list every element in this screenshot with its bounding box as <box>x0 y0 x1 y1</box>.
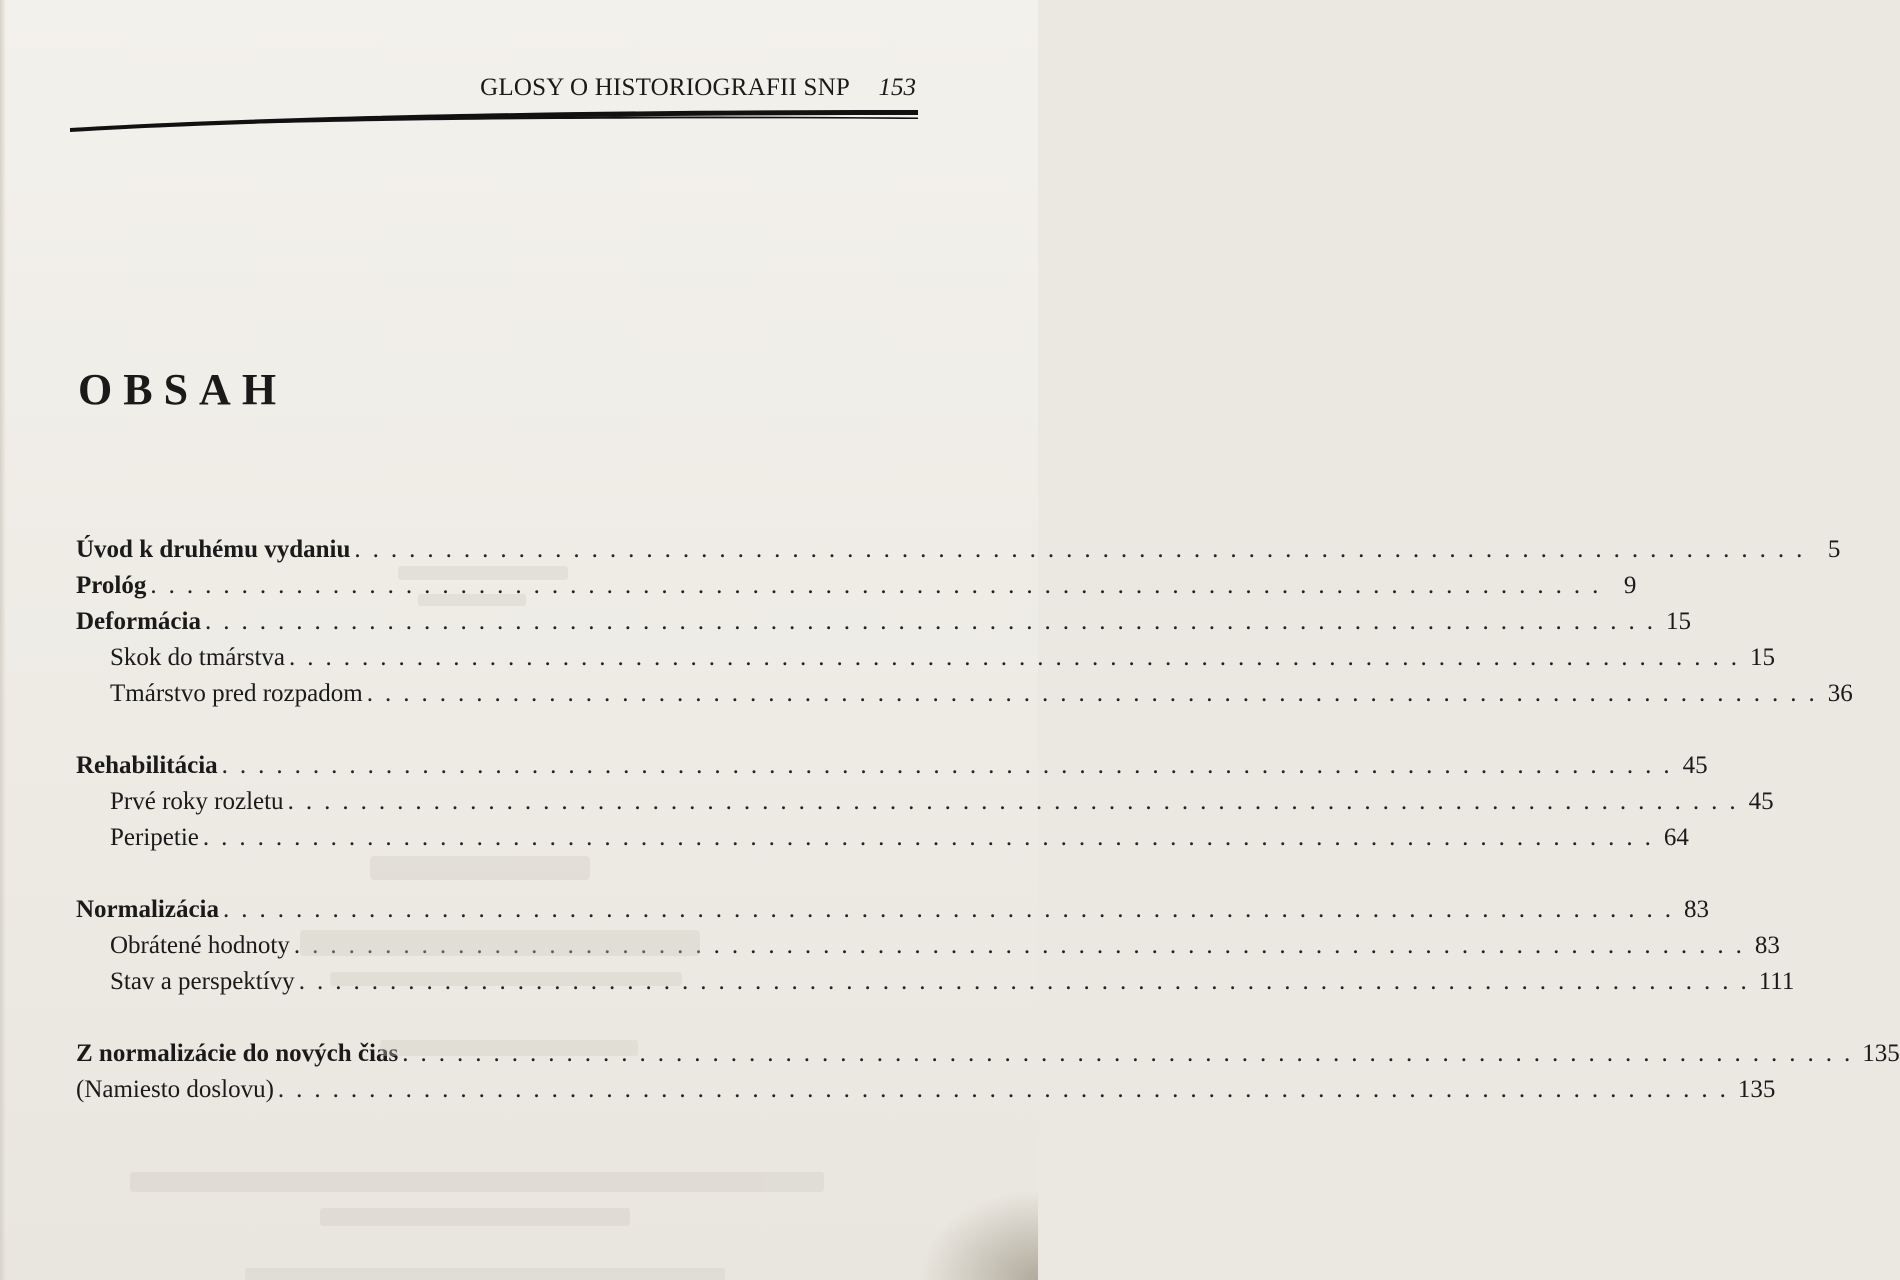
toc-dot-leader: ................................................................................ <box>150 572 1611 599</box>
toc-entry <box>76 1076 1776 1110</box>
toc-dot-leader: ................................................................................ <box>202 824 1663 851</box>
toc-entry-title: Úvod k druhému vydaniu <box>76 536 351 563</box>
toc-dot-leader: ................................................................................ <box>402 1040 1863 1067</box>
toc-entry-page: 83 <box>1754 932 1780 959</box>
page-edge <box>0 0 6 1280</box>
toc-entry-title: Normalizácia <box>76 896 220 923</box>
toc-entry-title: Tmárstvo pred rozpadom <box>110 680 363 707</box>
toc-entry-page: 9 <box>1623 572 1637 599</box>
toc-entry <box>76 752 1708 786</box>
toc-dot-leader: ................................................................................ <box>277 1076 1738 1103</box>
header-rule <box>70 106 918 136</box>
toc-entry <box>76 896 1710 930</box>
toc-dot-leader: ................................................................................ <box>354 536 1815 563</box>
page-shadow <box>918 1190 1038 1280</box>
toc-entry <box>76 1040 1900 1074</box>
toc-entry <box>76 644 1775 678</box>
toc-entry-title: Obrátené hodnoty <box>110 932 290 959</box>
toc-entry-page: 45 <box>1748 788 1774 815</box>
toc-entry-title: Stav a perspektívy <box>110 968 295 995</box>
toc-dot-leader: ................................................................................ <box>293 932 1754 959</box>
toc-entry <box>76 572 1637 606</box>
toc-entry-title: Rehabilitácia <box>76 752 218 779</box>
toc-dot-leader: ................................................................................ <box>223 896 1684 923</box>
toc-entry-page: 111 <box>1758 968 1795 995</box>
toc-entry <box>76 824 1689 858</box>
toc-entry-page: 15 <box>1750 644 1775 671</box>
toc-entry-title: Peripetie <box>110 824 199 851</box>
toc-entry-page: 5 <box>1827 536 1841 563</box>
toc-entry-title: (Namiesto doslovu) <box>76 1076 274 1103</box>
toc-entry-title: Z normalizácie do nových čias <box>76 1040 399 1067</box>
toc-entry-title: Prvé roky rozletu <box>110 788 284 815</box>
toc-entry-page: 135 <box>1737 1076 1776 1103</box>
toc-entry <box>76 680 1853 714</box>
toc-entry-title: Prológ <box>76 572 147 599</box>
toc-entry <box>76 536 1841 570</box>
toc-dot-leader: ................................................................................ <box>289 644 1749 671</box>
toc-entry-title: Skok do tmárstva <box>110 644 285 671</box>
toc-entry <box>76 968 1795 1002</box>
toc-entry-page: 83 <box>1684 896 1710 923</box>
toc-dot-leader: ................................................................................ <box>298 968 1759 995</box>
toc-entry-page: 15 <box>1665 608 1691 635</box>
toc-entry-page: 45 <box>1682 752 1708 779</box>
contents-heading: OBSAH <box>78 365 288 414</box>
toc-entry <box>76 788 1774 822</box>
toc-entry-page: 64 <box>1663 824 1689 851</box>
toc-dot-leader: ................................................................................ <box>366 680 1827 707</box>
page-number: 153 <box>878 74 916 101</box>
toc-entry-title: Deformácia <box>76 608 201 635</box>
running-head <box>70 70 918 106</box>
toc-entry-page: 36 <box>1827 680 1853 707</box>
toc-dot-leader: ................................................................................ <box>221 752 1682 779</box>
toc-entry <box>76 608 1691 642</box>
toc-entry-page: 135 <box>1862 1040 1900 1067</box>
toc-entry <box>76 932 1780 966</box>
toc-dot-leader: ................................................................................ <box>204 608 1665 635</box>
running-head-title: GLOSY O HISTORIOGRAFII SNP <box>480 74 850 101</box>
toc-dot-leader: ................................................................................ <box>287 788 1748 815</box>
